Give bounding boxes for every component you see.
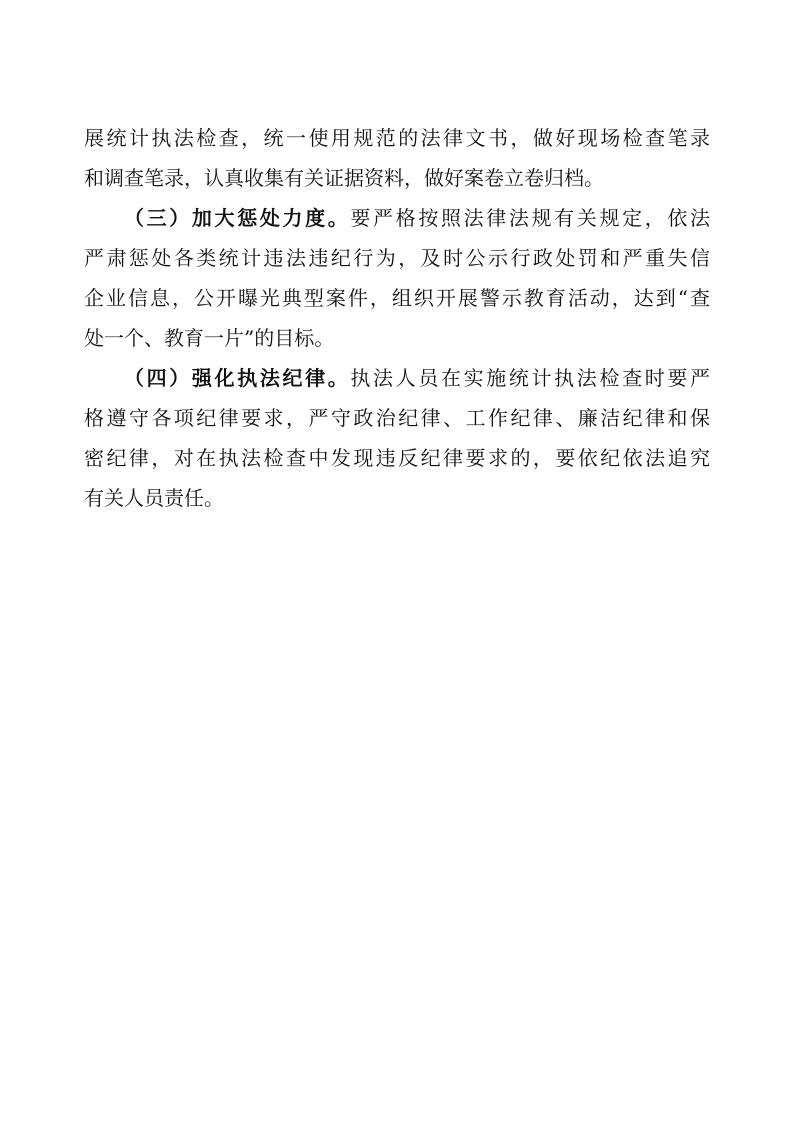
paragraph-text: 执法人员在实施统计执法检查时要严 — [350, 366, 711, 390]
paragraph-discipline — [84, 358, 710, 518]
paragraph-punishment — [84, 198, 710, 358]
paragraph-line: 和调查笔录，认真收集有关证据资料，做好案卷立卷归档。 — [84, 166, 604, 190]
paragraph-line: 严肃惩处各类统计违法违纪行为，及时公示行政处罚和严重失信 — [84, 246, 710, 270]
paragraph-line: 有关人员责任。 — [84, 486, 224, 510]
document-body — [84, 118, 710, 518]
paragraph-line: 密纪律，对在执法检查中发现违反纪律要求的，要依纪依法追究 — [84, 446, 710, 470]
paragraph-line: 格遵守各项纪律要求，严守政治纪律、工作纪律、廉洁纪律和保 — [84, 406, 710, 430]
paragraph-line: 展统计执法检查，统一使用规范的法律文书，做好现场检查笔录 — [84, 126, 710, 150]
paragraph-case-filing — [84, 118, 710, 198]
paragraph-first-line — [84, 358, 710, 398]
paragraph-text: 要严格按照法律法规有关规定，依法 — [350, 206, 711, 230]
section-heading-four: （四）强化执法纪律。 — [124, 366, 351, 390]
paragraph-first-line — [84, 198, 710, 238]
section-heading-three: （三）加大惩处力度。 — [124, 206, 351, 230]
paragraph-line: 处一个、教育一片”的目标。 — [84, 326, 335, 350]
paragraph-line: 企业信息，公开曝光典型案件，组织开展警示教育活动，达到“查 — [84, 286, 710, 310]
